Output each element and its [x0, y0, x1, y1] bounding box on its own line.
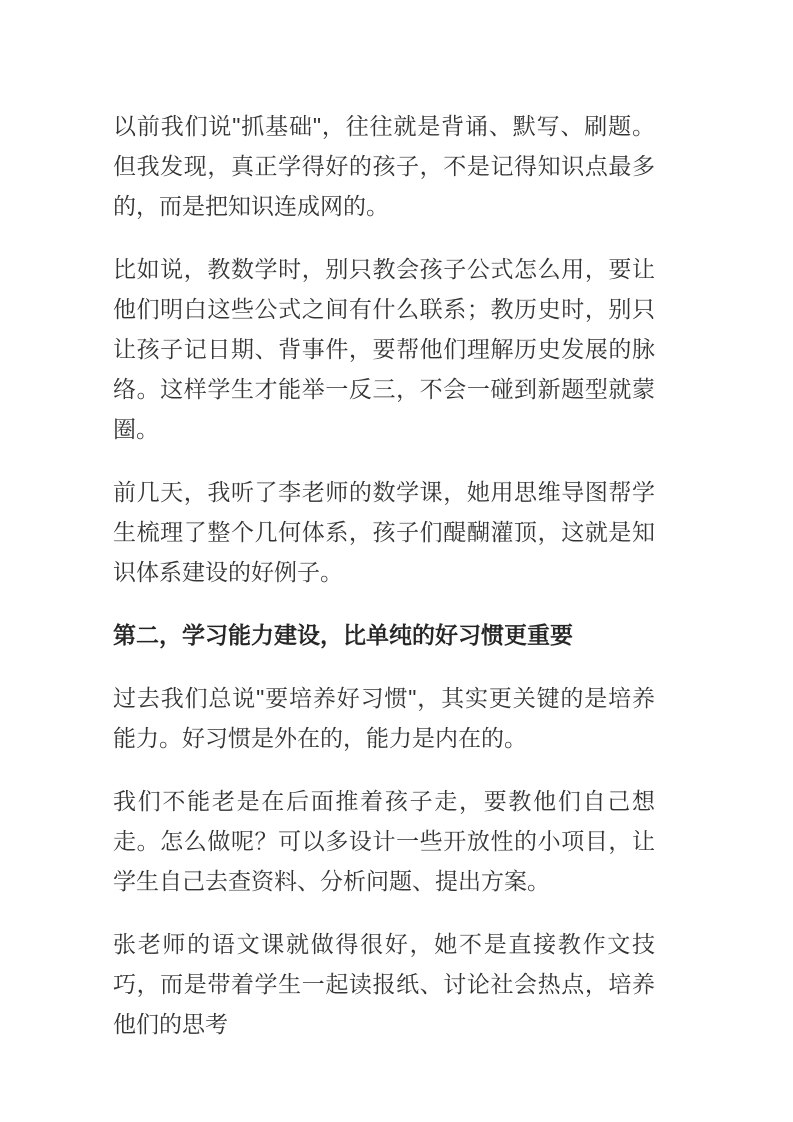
document-body	[113, 106, 655, 1044]
paragraph: 张老师的语文课就做得很好，她不是直接教作文技巧，而是带着学生一起读报纸、讨论社会热点，培养他们的思考	[113, 931, 655, 1037]
paragraph: 前几天，我听了李老师的数学课，她用思维导图帮学生梳理了整个几何体系，孩子们醍醐灌顶，这就是知识体系建设的好例子。	[113, 479, 655, 585]
paragraph: 以前我们说"抓基础"，往往就是背诵、默写、刷题。但我发现，真正学得好的孩子，不是记得知识点最多的，而是把知识连成网的。	[113, 113, 655, 219]
section-heading: 第二，学习能力建设，比单纯的好习惯更重要	[113, 622, 573, 648]
paragraph: 比如说，教数学时，别只教会孩子公式怎么用，要让他们明白这些公式之间有什么联系；教历史时，别只让孩子记日期、背事件，要帮他们理解历史发展的脉络。这样学生才能举一反三，不会一碰到新题型就蒙圈。	[113, 256, 655, 442]
paragraph: 过去我们总说"要培养好习惯"，其实更关键的是培养能力。好习惯是外在的，能力是内在的。	[113, 685, 655, 751]
paragraph: 我们不能老是在后面推着孩子走，要教他们自己想走。怎么做呢？可以多设计一些开放性的小项目，让学生自己去查资料、分析问题、提出方案。	[113, 788, 655, 894]
